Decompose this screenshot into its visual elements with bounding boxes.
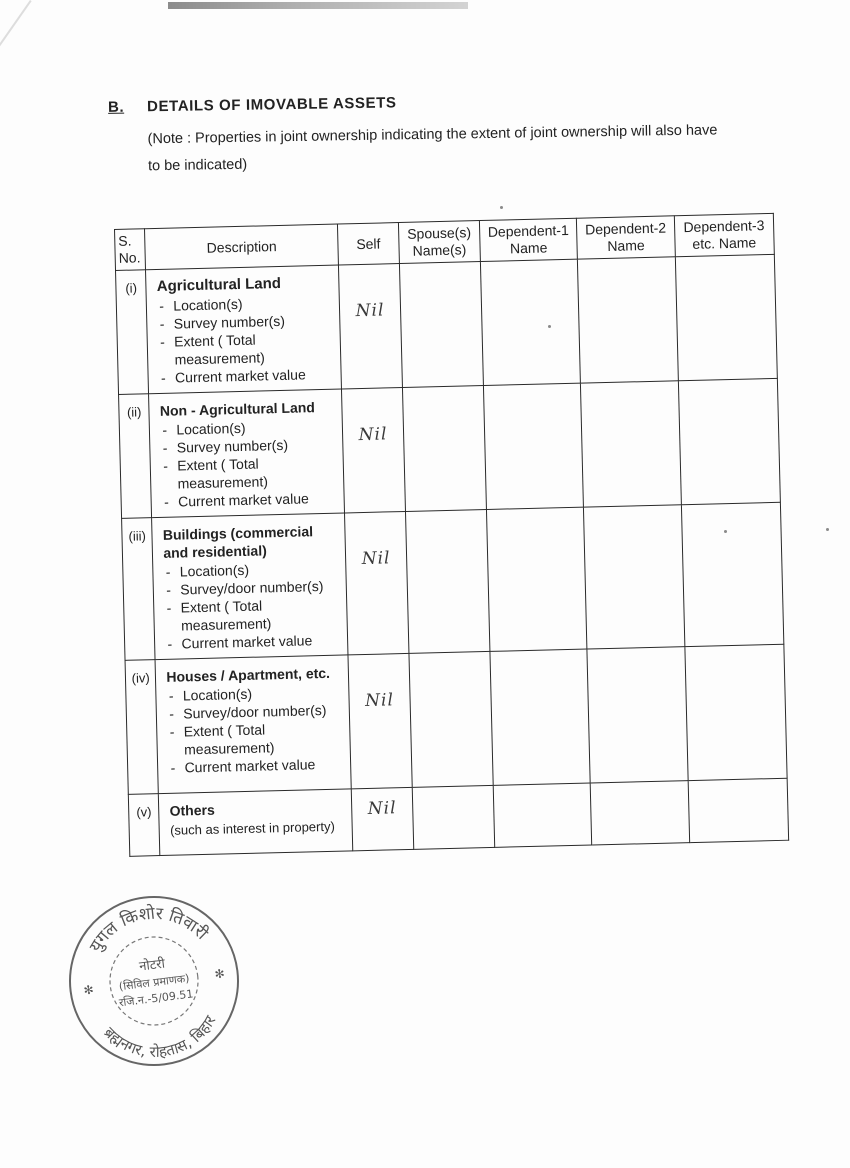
handwritten-nil: Nil: [355, 300, 385, 322]
row-description: [149, 389, 345, 518]
row-item: - Extent ( Total measurement): [161, 453, 339, 493]
handwritten-nil: Nil: [367, 798, 397, 819]
header-description: Description: [145, 224, 339, 270]
row-dependent-2-value: [581, 381, 681, 507]
section-note: [147, 116, 788, 180]
header-dependent-3: Dependent-3 etc. Name: [674, 213, 774, 256]
row-item: - Survey number(s): [158, 311, 336, 333]
row-dependent-1-value: [483, 383, 583, 509]
row-dependent-3-value: [688, 778, 789, 842]
section-header: [0, 0, 850, 217]
row-title: Agricultural Land: [156, 274, 282, 295]
handwritten-nil: Nil: [364, 690, 395, 712]
scan-speck: [826, 528, 829, 531]
header-self: Self: [337, 223, 399, 265]
row-sno: (i): [116, 270, 149, 395]
row-dependent-2-value: [578, 257, 678, 383]
row-items: [157, 293, 337, 387]
stamp-bottom-arc: ब्रह्मनगर, रोहतास, बिहार: [100, 1012, 220, 1061]
scan-speck: [500, 206, 503, 209]
row-self-value: [342, 388, 406, 513]
row-item: - Location(s): [160, 417, 338, 439]
row-sno: (ii): [119, 394, 152, 519]
row-title: Non - Agricultural Land: [159, 399, 316, 419]
row-dependent-1-value: [490, 649, 591, 785]
row-dependent-2-value: [590, 781, 689, 845]
row-title: Others: [169, 801, 215, 819]
table-row: [122, 502, 784, 660]
row-item: - Location(s): [157, 293, 335, 315]
row-item: - Survey/door number(s): [164, 577, 342, 599]
immovable-assets-table: [114, 213, 789, 857]
row-description: [146, 265, 342, 394]
row-dependent-3-value: [681, 502, 784, 646]
handwritten-nil: Nil: [358, 424, 388, 446]
row-items: [160, 417, 340, 511]
row-item: - Survey number(s): [161, 435, 339, 457]
scan-speck: [724, 530, 727, 533]
assets-table-wrapper: [114, 213, 789, 839]
row-item: - Location(s): [164, 559, 342, 581]
stamp-star-left: ✻: [82, 982, 95, 998]
row-item: - Extent ( Total measurement): [167, 719, 345, 759]
row-spouse-value: [405, 509, 490, 653]
row-spouse-value: [409, 651, 493, 787]
row-dependent-1-value: [493, 783, 592, 847]
row-dependent-3-value: [675, 254, 777, 380]
header-sno: S. No.: [115, 229, 146, 271]
row-description: [152, 513, 348, 660]
row-dependent-2-value: [587, 647, 688, 783]
row-dependent-3-value: [684, 644, 787, 780]
row-dependent-1-value: [480, 259, 580, 385]
stamp-center-line-3: रजि.न.-5/09.51: [118, 987, 195, 1010]
note-line-2: to be indicated): [147, 156, 248, 175]
table-row: [125, 644, 787, 794]
row-items: [167, 683, 347, 777]
header-dependent-2: Dependent-2 Name: [577, 216, 675, 259]
stamp-center-line-2: (सिविल प्रमाणक): [118, 971, 191, 994]
table-row: [116, 254, 778, 394]
notary-stamp: [56, 883, 252, 1079]
section-number: B.: [107, 98, 125, 116]
row-self-value: [345, 511, 409, 654]
handwritten-nil: Nil: [361, 548, 391, 570]
row-item: - Current market value: [162, 489, 340, 511]
row-items: [164, 559, 344, 653]
row-item: - Current market value: [159, 365, 337, 387]
row-description: [155, 655, 351, 794]
row-sno: (iii): [122, 518, 156, 661]
row-spouse-value: [399, 262, 483, 388]
row-description: [159, 789, 353, 856]
row-dependent-1-value: [486, 507, 587, 651]
row-self-value: [338, 264, 402, 389]
row-title: Houses / Apartment, etc.: [166, 664, 331, 685]
header-spouse: Spouse(s) Name(s): [398, 221, 480, 264]
row-item: - Extent ( Total measurement): [164, 595, 342, 635]
row-dependent-2-value: [584, 505, 685, 649]
notary-stamp-graphic: [56, 883, 252, 1079]
stamp-top-arc: युगल किशोर तिवारी: [85, 903, 212, 956]
note-line-1: (Note : Properties in joint ownership indicating the extent of joint ownership will also have: [147, 122, 718, 148]
row-spouse-value: [412, 785, 495, 849]
stamp-center-line-1: नोटरी: [138, 956, 166, 975]
row-dependent-3-value: [678, 378, 780, 504]
scan-speck: [548, 325, 551, 328]
section-title: DETAILS OF IMOVABLE ASSETS: [146, 94, 397, 116]
row-item: - Current market value: [165, 631, 343, 653]
row-item: - Survey/door number(s): [167, 701, 345, 723]
row-spouse-value: [402, 386, 486, 512]
row-sno: (iv): [125, 660, 159, 795]
stamp-star-right: ✻: [213, 966, 226, 982]
row-subtitle: (such as interest in property): [169, 818, 335, 838]
row-title: Buildings (commercial and residential): [162, 523, 314, 561]
row-item: - Location(s): [167, 683, 345, 705]
table-row: [119, 378, 781, 518]
row-item: - Current market value: [168, 754, 346, 776]
row-self-value: [351, 787, 413, 850]
row-self-value: [348, 653, 412, 788]
row-sno: (v): [128, 794, 160, 857]
row-item: - Extent ( Total measurement): [158, 329, 336, 369]
header-dependent-1: Dependent-1 Name: [479, 218, 577, 261]
